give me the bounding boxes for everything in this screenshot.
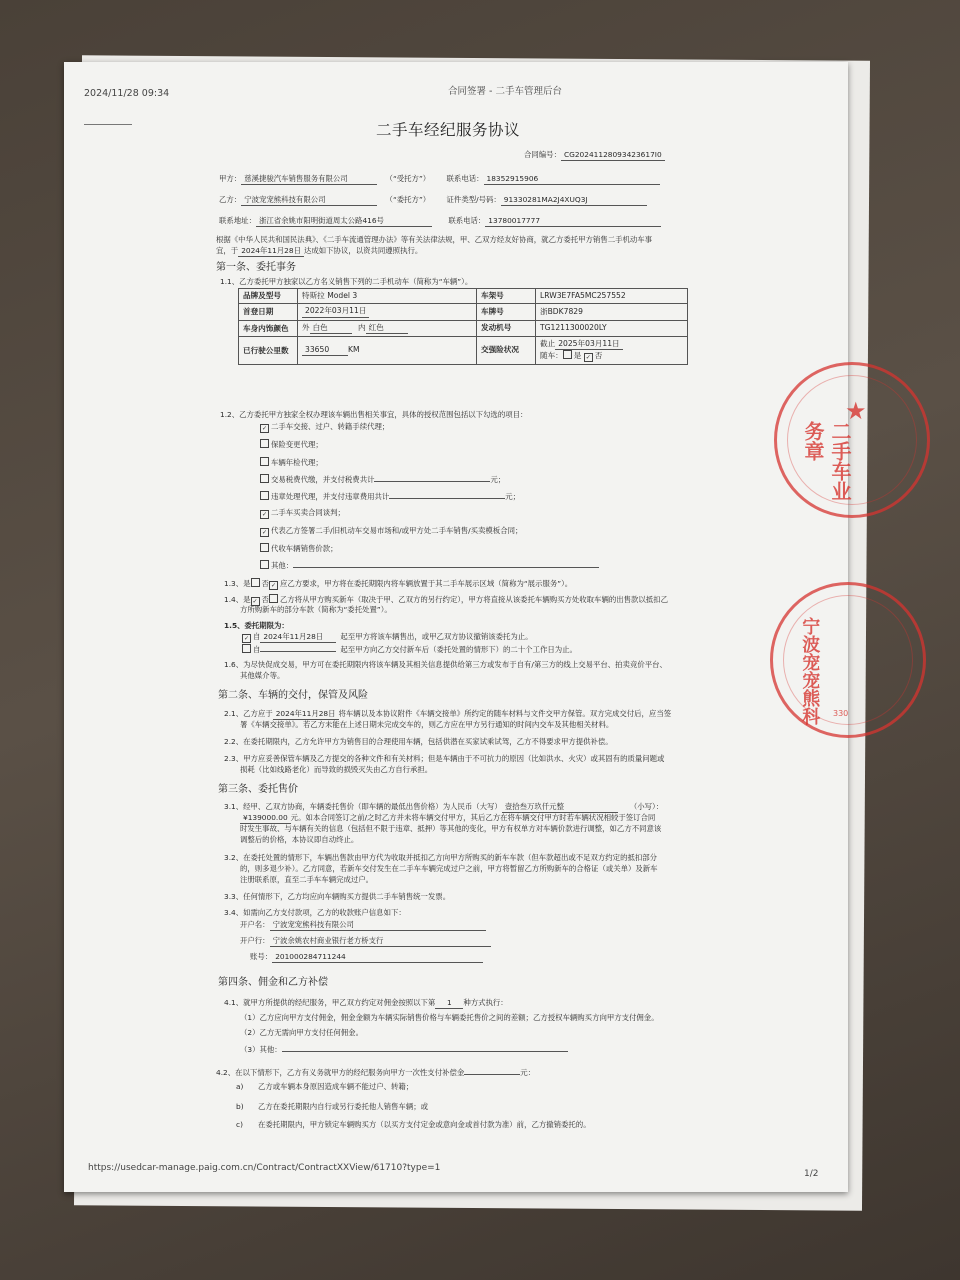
insurance-label: 交强险状况	[477, 336, 536, 364]
clause-1-5-b: 自 起至甲方向乙方交付新车后（委托处置的情形下）的二十个工作日为止。	[242, 644, 577, 655]
clause-1-1: 1.1、乙方委托甲方独家以乙方名义销售下列的二手机动车（简称为“车辆”）。	[220, 277, 473, 286]
section-1-title: 第一条、委托事务	[216, 262, 296, 273]
option-text: 二手车买卖合同谈判；	[271, 508, 345, 518]
checkbox-checked[interactable]: ✓	[261, 511, 268, 519]
clause-2-3-line-2: 损耗（比如线路老化）而导致的损毁灭失由乙方自行承担。	[240, 765, 433, 774]
party-a-phone: 18352915906	[484, 174, 660, 185]
checkbox-unchecked[interactable]	[242, 644, 251, 653]
clause-3-2: 3.2、在委托处置的情形下，车辆出售款由甲方代为收取并抵扣乙方向甲方所购买的新车车款（但车款超出或不足双方约定的抵扣部分	[224, 853, 658, 862]
party-b-role: （“委托方”）	[385, 195, 431, 204]
mileage-cell	[298, 336, 477, 364]
section-3-title: 第三条、委托售价	[218, 784, 298, 795]
term-blank	[260, 651, 336, 652]
checkbox-unchecked[interactable]	[260, 543, 269, 552]
price-amount: ¥139000.00	[240, 813, 291, 824]
contract-no: CG20241128093423617I0	[561, 150, 665, 161]
clause-1-2: 1.2、乙方委托甲方独家全权办理该车辆出售相关事宜，具体的授权范围包括以下勾选的项目：	[220, 410, 528, 419]
authorization-option	[260, 543, 599, 560]
brand-value: 特斯拉 Model 3	[298, 289, 477, 304]
clause-1-5-a: ✓ 自 2024年11月28日 起至甲方将该车辆售出，或甲乙双方协议撤销该委托为止。	[243, 632, 533, 642]
table-row	[239, 304, 688, 320]
option-tail: 元；	[490, 474, 506, 484]
checkbox-checked[interactable]: ✓	[585, 354, 591, 361]
contract-no-label: 合同编号：	[524, 150, 561, 159]
option-text: 违章处理代理，并支付违章费用共计	[271, 492, 390, 502]
insurance-date: 2025年03月11日	[555, 339, 622, 350]
preamble-line-1: 根据《中华人民共和国民法典》、《二手车流通管理办法》等有关法律法规，甲、乙双方经友好协商，就乙方委托甲方销售二手机动车事	[216, 235, 653, 244]
address-label: 联系地址：	[219, 216, 256, 225]
checkbox-unchecked[interactable]	[251, 578, 260, 587]
checkbox-unchecked[interactable]	[269, 594, 278, 603]
divider	[84, 124, 132, 125]
clause-3-3: 3.3、任何情形下，乙方均应向车辆购买方提供二手车销售统一发票。	[224, 892, 451, 901]
option-text: 二手车交接、过户、转籍手续代理；	[271, 422, 390, 431]
engine-label: 发动机号	[477, 320, 536, 336]
doc-title: 二手车经纪服务协议	[376, 121, 521, 139]
page-number: 1/2	[804, 1169, 819, 1179]
clause-2-3: 2.3、甲方应妥善保管车辆及乙方提交的各种文件和有关材料；但是车辆由于不可抗力的原因（比如洪水、火灾）或其固有的质量问题或	[224, 754, 665, 763]
option-text: 交易税费代缴，并支付税费共计	[271, 474, 375, 484]
party-b-row	[219, 195, 647, 206]
option-blank	[389, 498, 505, 499]
clause-3-2-line-2: 的，则多退少补）。乙方同意，若新车交付发生在二手车车辆完成过户之前，甲方将暂留乙方所购新车的合格证（或关单）及新车	[240, 864, 658, 873]
authorization-option	[260, 474, 599, 491]
authorization-options	[260, 422, 599, 578]
clause-3-1-line-4: 调整后的价格，本协议即自动终止。	[240, 835, 359, 844]
checkbox-checked[interactable]: ✓	[261, 425, 268, 432]
clause-3-1: 3.1、经甲、乙双方协商，车辆委托售价（即车辆的最低出售价格）为人民币（大写） 壹拾叁万玖仟元整 （小写）：	[224, 802, 664, 811]
bank-name: 宁波余姚农村商业银行老方桥支行	[270, 936, 491, 947]
reg-date-cell	[298, 304, 477, 320]
exterior-color: 白色	[310, 323, 352, 334]
company-seal-a	[774, 362, 930, 518]
authorization-option	[260, 526, 599, 543]
authorization-option	[260, 457, 599, 474]
company-seal-b	[770, 582, 926, 738]
mileage-label: 已行驶公里数	[239, 336, 298, 364]
color-cell: 外 白色 内 红色	[298, 320, 477, 336]
clause-3-1-line-2: ¥139000.00 元。如本合同签订之前/之时乙方并未将车辆交付甲方，其后乙方在将车辆交付甲方时若车辆状况相较于签订合同	[240, 813, 655, 824]
authorization-option	[260, 560, 599, 577]
term-start-date: 2024年11月28日	[260, 632, 336, 643]
section-2-title: 第二条、车辆的交付，保管及风险	[218, 690, 368, 701]
vin-value: LRW3E7FA5MC257552	[536, 289, 688, 304]
clause-2-1: 2.1、乙方应于 2024年11月28日 将车辆以及本协议附件《车辆交接单》所约定的随车材料与文件交甲方保管。双方完成交付后，应当签	[224, 709, 672, 718]
checkbox-unchecked[interactable]	[260, 560, 269, 569]
address-phone-label: 联系电话：	[448, 216, 486, 225]
vin-label: 车架号	[477, 289, 536, 304]
interior-color: 红色	[366, 323, 408, 334]
clause-4-1-option-2: （2）乙方无需向甲方支付任何佣金。	[240, 1028, 363, 1037]
contract-no-row	[524, 150, 665, 161]
clause-1-6-line-2: 其他媒介等。	[240, 671, 285, 680]
checkbox-unchecked[interactable]	[260, 439, 269, 448]
address-value: 浙江省余姚市阳明街道周太公路416号	[256, 216, 432, 227]
party-a-row	[219, 174, 660, 185]
party-b-id: 91330281MA2J4XUQ3J	[501, 195, 647, 206]
clause-1-5-title: 1.5、委托期限为：	[224, 621, 289, 630]
star-icon: ★	[845, 397, 867, 425]
option-text: 车辆年检代理；	[271, 457, 323, 467]
checkbox-checked[interactable]: ✓	[243, 635, 250, 642]
insurance-yes: 是	[573, 351, 582, 360]
clause-4-2-a: a) 乙方或车辆本身原因造成车辆不能过户、转籍；	[236, 1082, 414, 1091]
clause-2-2: 2.2、在委托期限内，乙方允许甲方为销售目的合理使用车辆，包括供潜在买家试乘试驾，乙方不得要求甲方提供补偿。	[224, 737, 613, 746]
clause-4-2-b: b) 乙方在委托期限内自行或另行委托他人销售车辆；或	[236, 1102, 428, 1111]
table-row	[239, 320, 688, 336]
contract-page	[64, 62, 867, 1192]
price-in-words: 壹拾叁万玖仟元整	[502, 802, 618, 813]
seal-a-text: 二手车业务章	[801, 421, 852, 501]
address-row	[219, 216, 661, 227]
reg-date-value: 2022年03月11日	[302, 306, 369, 317]
clause-1-4-line-2: 方所购新车的部分车款（简称为“委托处置”）。	[240, 605, 392, 614]
account-name: 宁波宠宠熊科技有限公司	[270, 920, 486, 931]
checkbox-checked[interactable]: ✓	[270, 582, 276, 589]
option-text: 代收车辆销售价款；	[271, 544, 338, 554]
account-number: 201000284711244	[272, 952, 483, 963]
section-4-title: 第四条、佣金和乙方补偿	[218, 977, 328, 988]
checkbox-checked[interactable]: ✓	[252, 598, 258, 605]
other-blank	[282, 1051, 568, 1052]
option-blank	[374, 481, 490, 482]
plate-label: 车牌号	[477, 304, 536, 320]
option-tail: 元；	[505, 492, 521, 502]
plate-value: 浙BDK7829	[536, 304, 688, 320]
print-datetime: 2024/11/28 09:34	[84, 88, 170, 99]
clause-4-1: 4.1、就甲方所提供的经纪服务，甲乙双方约定对佣金按照以下第 1 种方式执行：	[224, 998, 508, 1007]
clause-4-1-option-3: （3）其他：	[240, 1045, 568, 1055]
clause-4-2-c: c) 在委托期限内，甲方锁定车辆购买方（以买方支付定金或意向金或首付款为准）前，乙方撤销委托的。	[236, 1120, 591, 1129]
clause-3-2-line-3: 注册联系原，直至二手车车辆完成过户。	[240, 875, 374, 884]
seal-b-code: 330	[833, 709, 849, 718]
clause-3-1-line-3: 时发生事故、与车辆有关的信息（包括但不限于违章、抵押）等其他的变化，甲方有权单方对车辆价款进行调整，如乙方不同意该	[240, 824, 662, 833]
bank-row: 开户行： 宁波余姚农村商业银行老方桥支行	[240, 936, 491, 947]
brand-label: 品牌及型号	[239, 289, 298, 304]
seal-b-text: 宁波宠宠熊科	[799, 617, 821, 725]
authorization-option	[260, 439, 599, 456]
clause-4-2: 4.2、在以下情形下，乙方有义务就甲方的经纪服务向甲方一次性支付补偿金 元：	[216, 1068, 536, 1077]
address-phone: 13780017777	[485, 216, 661, 227]
vehicle-table	[238, 288, 688, 365]
checkbox-checked[interactable]: ✓	[261, 528, 268, 536]
print-url: https://usedcar-manage.paig.com.cn/Contract/ContractXXView/61710?type=1	[88, 1163, 441, 1173]
authorization-option	[260, 508, 599, 525]
party-a-phone-label: 联系电话：	[446, 174, 484, 183]
party-b-name: 宁波宠宠熊科技有限公司	[241, 195, 377, 206]
option-text: 保险变更代理；	[271, 440, 323, 450]
table-row	[239, 336, 688, 364]
checkbox-unchecked[interactable]	[260, 457, 269, 466]
clause-1-6: 1.6、为尽快促成交易，甲方可在委托期限内将该车辆及其相关信息提供给第三方或发布于自有/第三方的线上交易平台、拍卖竞价平台、	[224, 660, 667, 669]
handover-date: 2024年11月28日	[273, 709, 339, 720]
insurance-cell: 截止 2025年03月11日 随车： 是 ✓ 否	[536, 336, 688, 364]
account-number-row: 账号： 201000284711244	[250, 952, 483, 963]
commission-choice: 1	[435, 998, 463, 1009]
mileage-value: 33650	[302, 345, 348, 356]
reg-date-label: 首登日期	[239, 304, 298, 320]
party-b-id-label: 证件类型/号码：	[446, 195, 501, 204]
color-label: 车身内饰颜色	[239, 320, 298, 336]
clause-4-1-option-1: （1）乙方应向甲方支付佣金，佣金金额为车辆实际销售价格与车辆委托售价之间的差额；乙方授权车辆购买方向甲方支付佣金。	[240, 1013, 659, 1022]
table-row	[239, 289, 688, 304]
clause-2-1-line-2: 署《车辆交接单》。若乙方未能在上述日期未完成交车的，则乙方应在甲方另行通知的时间内交车及其他相关材料。	[240, 720, 614, 729]
clause-1-4: 1.4、是 ✓ 否 乙方将从甲方购买新车（取决于甲、乙双方的另行约定），甲方将直接从该委托车辆购买方处收取车辆的出售款以抵扣乙	[224, 595, 668, 605]
option-blank	[293, 567, 599, 568]
preamble-line-2: 宜，于 2024年11月28日 达成如下协议，以资共同遵照执行。	[216, 246, 423, 255]
option-text: 其他：	[271, 561, 294, 571]
insurance-no: 否	[594, 351, 603, 360]
authorization-option	[260, 491, 599, 508]
mileage-unit: KM	[348, 344, 360, 354]
authorization-option	[260, 422, 599, 439]
party-b-label: 乙方：	[219, 195, 242, 204]
party-a-label: 甲方：	[219, 174, 242, 183]
account-name-row: 开户名： 宁波宠宠熊科技有限公司	[240, 920, 486, 931]
clause-3-4: 3.4、如需向乙方支付款项，乙方的收款账户信息如下：	[224, 908, 406, 917]
checkbox-unchecked[interactable]	[260, 491, 269, 500]
compensation-blank	[464, 1074, 520, 1075]
option-text: 代表乙方签署二手/旧机动车交易市场和/或甲方处二手车销售/买卖模板合同；	[271, 525, 523, 535]
engine-value: TG1211300020LY	[536, 320, 688, 336]
checkbox-unchecked[interactable]	[563, 350, 572, 359]
clause-1-3: 1.3、是 否 ✓ 应乙方要求，甲方将在委托期限内将车辆放置于其二手车展示区域（简称为“展示服务”）。	[224, 579, 573, 589]
party-a-name: 慈溪捷骏汽车销售服务有限公司	[241, 174, 377, 185]
preamble-date: 2024年11月28日	[238, 246, 304, 257]
party-a-role: （“受托方”）	[385, 174, 431, 183]
checkbox-unchecked[interactable]	[260, 474, 269, 483]
print-page-title: 合同签署 - 二手车管理后台	[448, 86, 562, 97]
